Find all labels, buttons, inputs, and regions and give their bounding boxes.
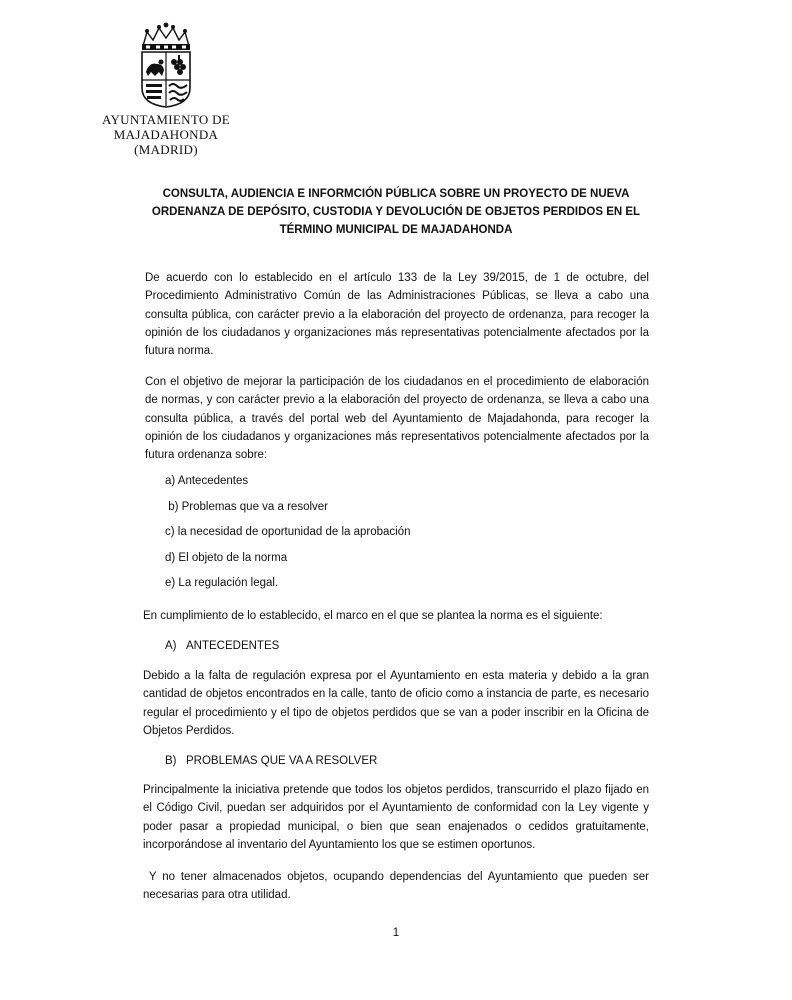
organization-name <box>96 112 236 157</box>
title-line-1: CONSULTA, AUDIENCIA E INFORMCIÓN PÚBLICA SOBRE UN PROYECTO DE NUEVA <box>162 188 630 200</box>
coat-of-arms-icon <box>137 22 195 108</box>
list-item-d: d) El objeto de la norma <box>165 552 288 564</box>
paragraph-1: De acuerdo con lo establecido en el artículo 133 de la Ley 39/2015, de 1 de octubre, del Procedimiento Administrativo Común de las Administraciones Públicas, se lleva a cabo una consulta pública, con carácter previo a la elaboración del proyecto de ordenanza, para recoger la opinión de los ciudadanos y organizaciones más representativas potencialmente afectados por la futura norma. <box>145 272 649 358</box>
document-title <box>150 185 642 239</box>
page-number: 1 <box>392 927 400 939</box>
section-b-letter: B) <box>165 755 177 767</box>
list-item-c: c) la necesidad de oportunidad de la aprobación <box>165 526 411 538</box>
list-item-b: b) Problemas que va a resolver <box>165 501 328 513</box>
list-item-e: e) La regulación legal. <box>165 577 279 589</box>
paragraph-6: Y no tener almacenados objetos, ocupando dependencias del Ayuntamiento que pueden ser necesarias para otra utilidad. <box>143 871 653 902</box>
org-line-2: MAJADAHONDA <box>113 127 219 142</box>
paragraph-2: Con el objetivo de mejorar la participación de los ciudadanos en el procedimiento de elaboración de normas, y con carácter previo a la elaboración del proyecto de ordenanza, se lleva a cabo una consulta pública, a través del portal web del Ayuntamiento de Majadahonda, para recoger la opinión de los ciudadanos y organizaciones más representativos potencialmente afectados por la futura ordenanza sobre: <box>145 376 649 462</box>
paragraph-3: En cumplimiento de lo establecido, el marco en el que se plantea la norma es el siguiente: <box>143 610 603 622</box>
section-a-letter: A) <box>165 640 177 652</box>
title-line-2: ORDENANZA DE DEPÓSITO, CUSTODIA Y DEVOLUCIÓN DE OBJETOS PERDIDOS EN EL <box>151 206 641 218</box>
title-line-3: TÉRMINO MUNICIPAL DE MAJADAHONDA <box>279 224 513 236</box>
org-line-1: AYUNTAMIENTO DE <box>101 112 231 127</box>
list-item-a: a) Antecedentes <box>165 475 249 487</box>
org-line-3: (MADRID) <box>134 142 198 157</box>
section-a-heading: ANTECEDENTES <box>186 640 280 652</box>
section-b-heading: PROBLEMAS QUE VA A RESOLVER <box>186 755 378 767</box>
paragraph-4: Debido a la falta de regulación expresa por el Ayuntamiento en esta materia y debido a la gran cantidad de objetos encontrados en la calle, tanto de oficio como a instancia de parte, es necesario regular el procedimiento y el tipo de objetos perdidos que se van a poder inscribir en la Oficina de Objetos Perdidos. <box>143 670 649 737</box>
paragraph-5: Principalmente la iniciativa pretende que todos los objetos perdidos, transcurrido el plazo fijado en el Código Civil, puedan ser adquiridos por el Ayuntamiento de conformidad con la Ley vigente y poder pasar a propiedad municipal, o bien que sean enajenados o cedidos gratuitamente, incorporándose al inventario del Ayuntamiento los que se estimen oportunos. <box>143 784 649 851</box>
